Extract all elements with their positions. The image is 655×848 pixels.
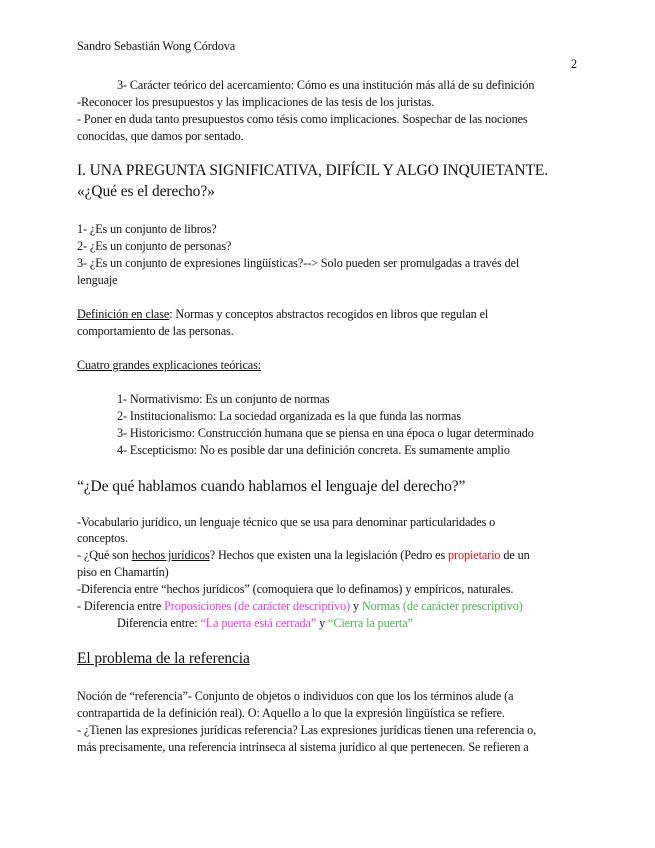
definition-line-b: comportamiento de las personas. <box>77 324 234 338</box>
theory-item: 3- Historicismo: Construcción humana que se piensa en una época o lugar determinado <box>117 426 534 440</box>
section3-heading: El problema de la referencia <box>77 650 250 667</box>
diff2-conjunction: y <box>350 599 362 613</box>
vocab-line-a: -Vocabulario jurídico, un lenguaje técnico que se usa para denominar particularidades o <box>77 515 496 529</box>
prescriptive-example: “Cierra la puerta” <box>328 616 413 630</box>
difference-line-2 <box>77 598 523 614</box>
referencia-line-b: contrapartida de la definición real). O: Aquello a lo que la expresión lingüística se refiere. <box>77 706 505 720</box>
page-number: 2 <box>571 57 577 71</box>
proposiciones-term: Proposiciones (de carácter descriptivo) <box>164 599 351 613</box>
difference-line-1: -Diferencia entre “hechos jurídicos” (comoquiera que lo definamos) y empíricos, naturales. <box>77 582 514 596</box>
diff3-prefix: Diferencia entre: <box>117 616 201 630</box>
question-2: 2- ¿Es un conjunto de personas? <box>77 239 232 253</box>
hechos-line-b: piso en Chamartín) <box>77 565 169 579</box>
definition-text-a: : Normas y conceptos abstractos recogidos en libros que regulan el <box>169 307 489 321</box>
referencia-line-c: - ¿Tienen las expresiones jurídicas referencia? Las expresiones jurídicas tienen una referencia o, <box>77 723 537 737</box>
section1-subheading: «¿Qué es el derecho?» <box>77 183 215 200</box>
intro-item-3: 3- Carácter teórico del acercamiento: Cómo es una institución más allá de su definición <box>117 78 535 92</box>
normas-term: Normas (de carácter prescriptivo) <box>361 599 523 613</box>
question-1: 1- ¿Es un conjunto de libros? <box>77 222 217 236</box>
difference-line-3 <box>117 615 413 631</box>
question-3a: 3- ¿Es un conjunto de expresiones lingüísticas?--> Solo pueden ser promulgadas a través del <box>77 256 520 270</box>
intro-line-b2: conocidas, que damos por sentado. <box>77 129 244 143</box>
diff2-prefix: - Diferencia entre <box>77 599 165 613</box>
definition-line-a <box>77 306 488 322</box>
diff3-conjunction: y <box>316 616 329 630</box>
hechos-prefix: - ¿Qué son <box>77 548 132 562</box>
question-3b: lenguaje <box>77 273 118 287</box>
descriptive-example: “La puerta está cerrada” <box>200 616 317 630</box>
hechos-line-a <box>77 547 530 563</box>
author-name: Sandro Sebastián Wong Córdova <box>77 39 236 53</box>
hechos-end: de un <box>500 548 530 562</box>
theory-item: 1- Normativismo: Es un conjunto de normas <box>117 392 330 406</box>
theory-item: 2- Institucionalismo: La sociedad organizada es la que funda las normas <box>117 409 461 423</box>
section2-heading: “¿De qué hablamos cuando hablamos el lenguaje del derecho?” <box>77 478 466 495</box>
section1-heading: I. UNA PREGUNTA SIGNIFICATIVA, DIFÍCIL Y ALGO INQUIETANTE. <box>77 162 549 179</box>
referencia-line-d: más precisamente, una referencia intrínseca al sistema jurídico al que pertenecen. Se refieren a <box>77 740 529 754</box>
propietario-term: propietario <box>448 548 501 562</box>
intro-line-b1: - Poner en duda tanto presupuestos como tésis como implicaciones. Sospechar de las nociones <box>77 112 528 126</box>
vocab-line-b: conceptos. <box>77 531 128 545</box>
theory-item: 4- Escepticismo: No es posible dar una definición concreta. Es sumamente amplio <box>117 443 510 457</box>
definition-label: Definición en clase <box>77 307 170 321</box>
hechos-juridicos-term: hechos jurídicos <box>131 548 210 562</box>
intro-line-a: -Reconocer los presupuestos y las implicaciones de las tesis de los juristas. <box>77 95 435 109</box>
hechos-text: ? Hechos que existen una la legislación (Pedro es <box>209 548 449 562</box>
referencia-line-a: Noción de “referencia”- Conjunto de objetos o individuos con que los los términos alude (a <box>77 689 514 703</box>
theories-label: Cuatro grandes explicaciones teóricas: <box>77 358 262 372</box>
